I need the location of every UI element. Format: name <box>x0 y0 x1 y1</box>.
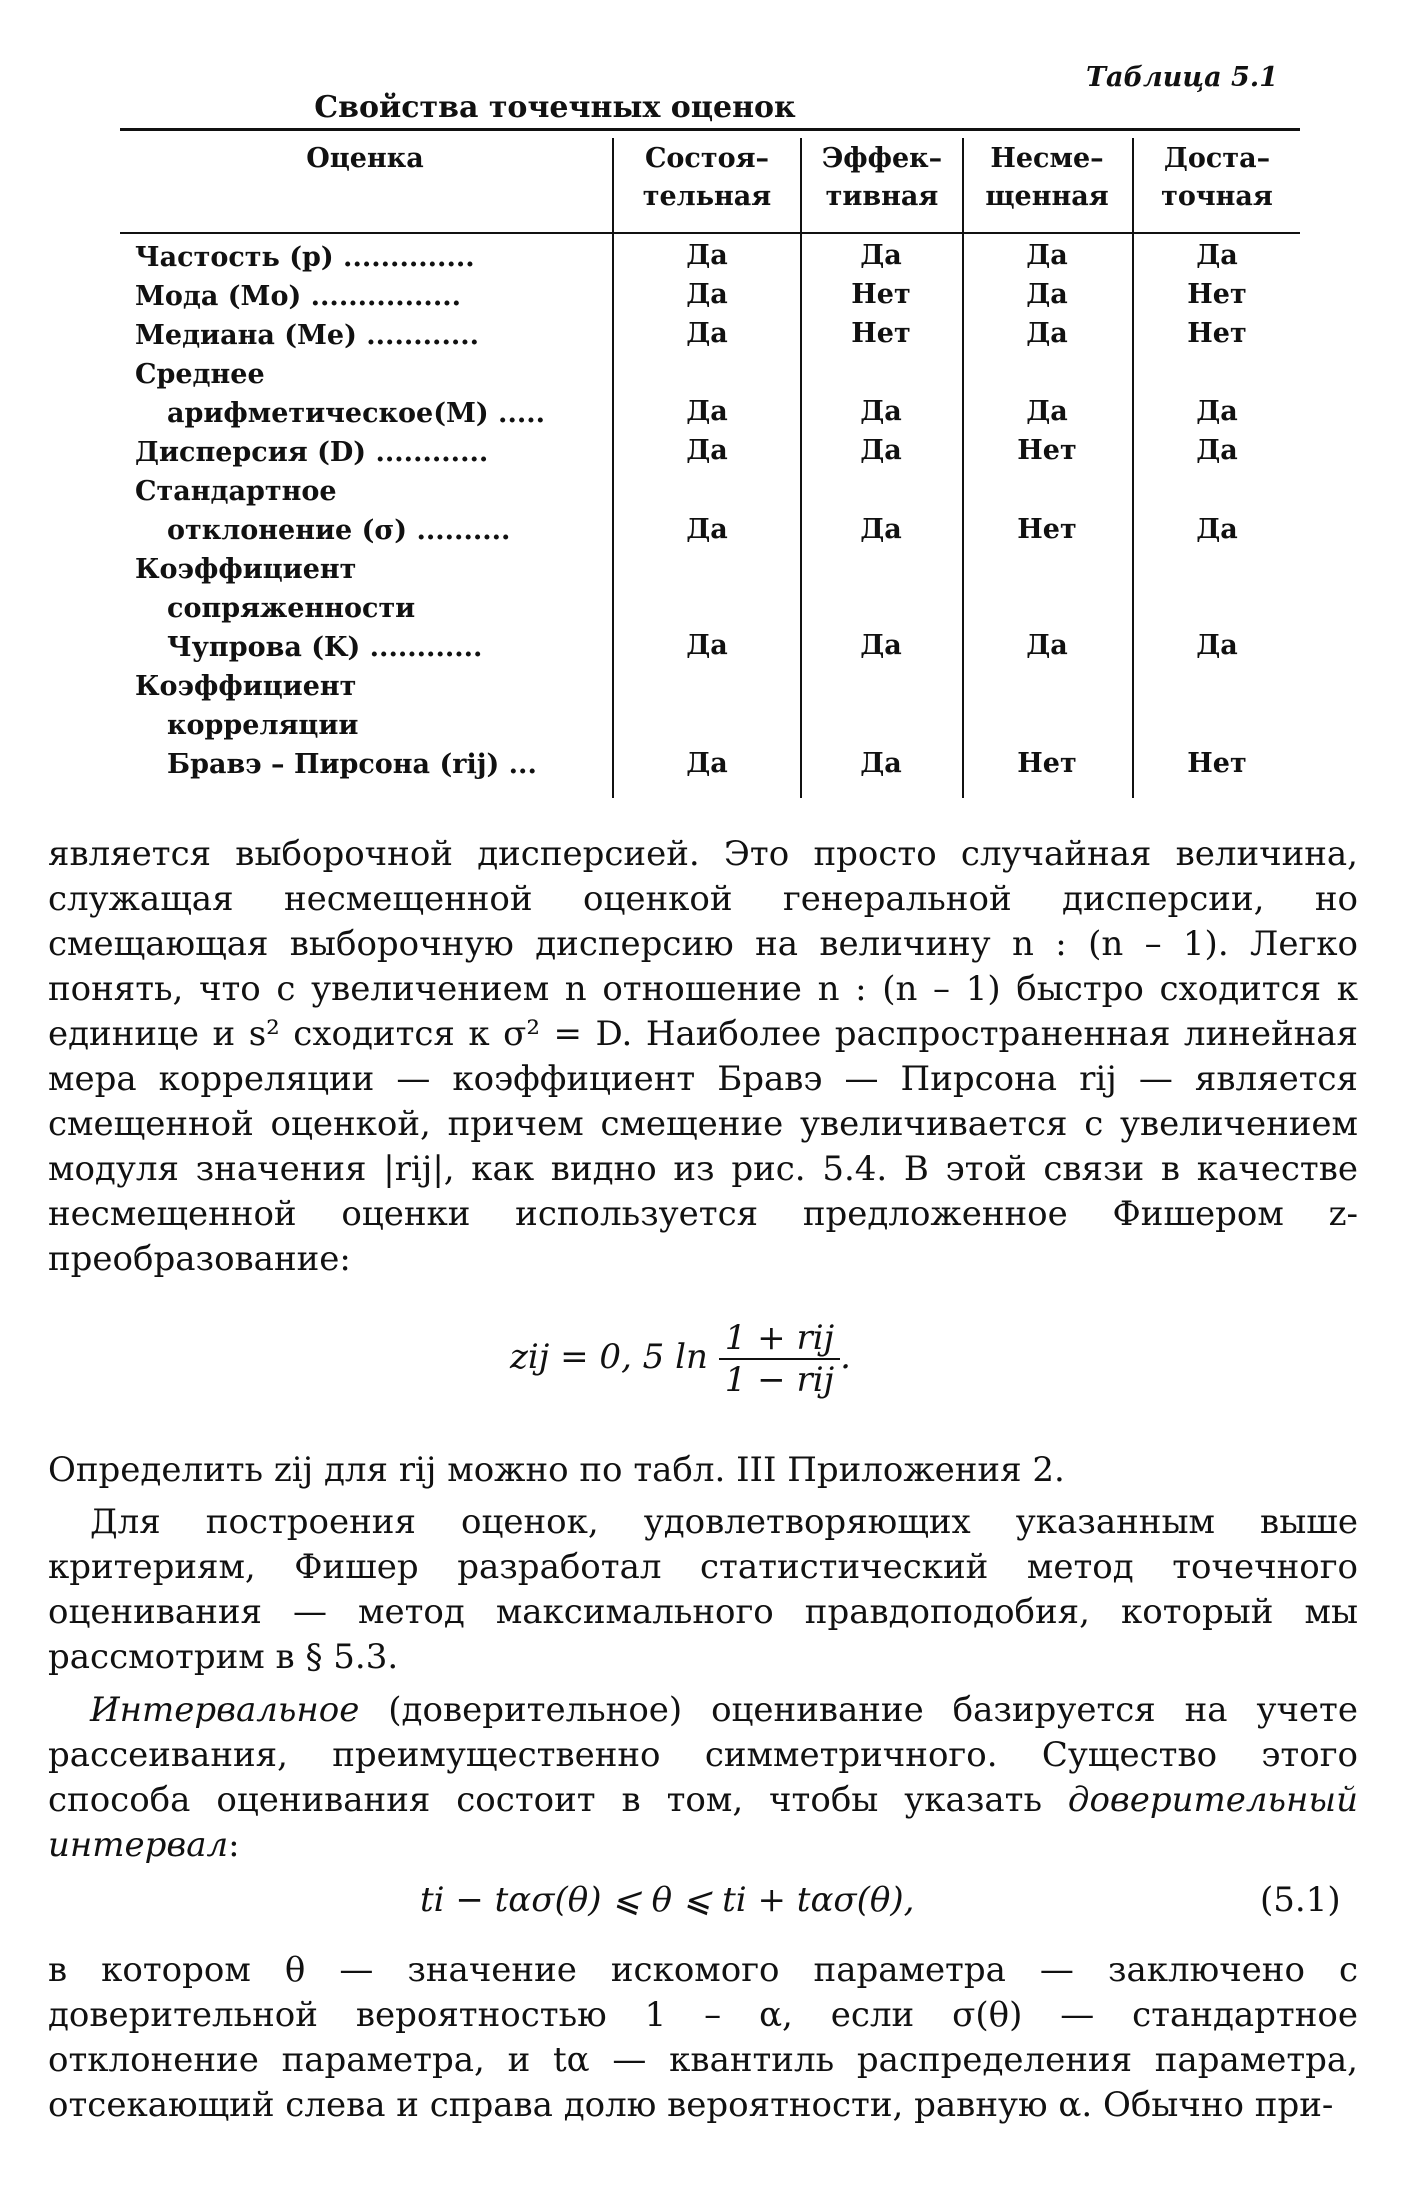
paragraph <box>48 1688 1358 1868</box>
cell-consistent: Да <box>686 396 728 427</box>
formula-fraction <box>719 1318 840 1400</box>
term-interval: Интервальное <box>90 1690 360 1730</box>
cell-sufficient: Нет <box>1187 279 1247 310</box>
row-estimate-line1: Стандартное <box>135 476 337 507</box>
row-estimate-label <box>135 355 545 433</box>
column-divider <box>962 138 964 798</box>
table-title: Свойства точечных оценок <box>314 90 796 125</box>
header-sufficient-line2: точная <box>1161 181 1273 212</box>
cell-unbiased: Нет <box>1017 748 1077 779</box>
formula-numerator: 1 + rij <box>719 1318 840 1360</box>
header-efficient <box>802 140 962 216</box>
row-estimate-label <box>135 667 537 784</box>
row-estimate-line1: Коэффициент <box>135 554 357 585</box>
row-estimate-label: Медиана (Me) ............ <box>135 320 480 351</box>
table-top-rule <box>120 128 1300 131</box>
cell-efficient: Нет <box>851 279 911 310</box>
formula-end: . <box>840 1337 851 1377</box>
cell-unbiased: Да <box>1026 318 1068 349</box>
cell-sufficient: Да <box>1196 435 1238 466</box>
cell-unbiased: Нет <box>1017 514 1077 545</box>
paragraph: Определить zij для rij можно по табл. III Приложения 2. <box>48 1450 1065 1490</box>
cell-sufficient: Да <box>1196 630 1238 661</box>
cell-consistent: Да <box>686 514 728 545</box>
row-estimate-line2: арифметическое(M) ..... <box>167 398 546 429</box>
header-sufficient <box>1132 140 1302 216</box>
row-estimate-line3: Бравэ – Пирсона (rij) ... <box>167 749 537 780</box>
cell-efficient: Да <box>860 240 902 271</box>
header-consistent-line2: тельная <box>642 181 772 212</box>
header-unbiased <box>962 140 1132 216</box>
cell-efficient: Да <box>860 435 902 466</box>
cell-unbiased: Да <box>1026 396 1068 427</box>
row-estimate-label: Мода (Mo) ................ <box>135 281 462 312</box>
cell-sufficient: Да <box>1196 396 1238 427</box>
paragraph: является выборочной дисперсией. Это просто случайная величина, служащая несмещенной оценкой генеральной дисперсии, но смещающая выборочную дисперсию на величину n : (n – 1). Легко понять, что с увеличением n отношение n : (n – 1) быстро сходится к единице и s² сходится к σ² = D. Наиболее распространенная линейная мера корреляции — коэффициент Бравэ — Пирсона rij — является смещенной оценкой, причем смещение увеличивается с увеличением модуля значения |rij|, как видно из рис. 5.4. В этой связи в качестве несмещенной оценки используется предложенное Фишером z-преобразование: <box>48 834 1358 1279</box>
header-consistent-line1: Состоя– <box>644 143 770 174</box>
row-estimate-label <box>135 550 482 667</box>
row-estimate-line1: Среднее <box>135 359 265 390</box>
column-divider <box>1132 138 1134 798</box>
row-estimate-line1: Коэффициент <box>135 671 357 702</box>
cell-unbiased: Да <box>1026 240 1068 271</box>
paragraph-end: : <box>228 1825 240 1865</box>
table-label: Таблица 5.1 <box>1085 62 1278 93</box>
header-unbiased-line1: Несме– <box>990 143 1104 174</box>
cell-efficient: Нет <box>851 318 911 349</box>
cell-sufficient: Нет <box>1187 748 1247 779</box>
cell-unbiased: Нет <box>1017 435 1077 466</box>
paragraph: Для построения оценок, удовлетворяющих указанным выше критериям, Фишер разработал статистический метод точечного оценивания — метод максимального правдоподобия, который мы рассмотрим в § 5.3. <box>48 1502 1358 1677</box>
cell-efficient: Да <box>860 514 902 545</box>
cell-efficient: Да <box>860 630 902 661</box>
paragraph: в котором θ — значение искомого параметра — заключено с доверительной вероятностью 1 – α, если σ(θ) — стандартное отклонение параметра, и tα — квантиль распределения параметра, отсекающий слева и справа долю вероятности, равную α. Обычно при- <box>48 1950 1358 2125</box>
cell-consistent: Да <box>686 435 728 466</box>
equation-5-1: ti − tασ(θ) ⩽ θ ⩽ ti + tασ(θ), <box>420 1880 915 1920</box>
row-estimate-label: Дисперсия (D) ............ <box>135 437 489 468</box>
equation-number: (5.1) <box>1260 1880 1341 1920</box>
column-divider <box>612 138 614 798</box>
formula-denominator: 1 − rij <box>724 1360 835 1400</box>
cell-unbiased: Да <box>1026 630 1068 661</box>
header-efficient-line2: тивная <box>825 181 939 212</box>
cell-consistent: Да <box>686 748 728 779</box>
header-estimate: Оценка <box>306 143 424 174</box>
cell-sufficient: Да <box>1196 240 1238 271</box>
table-header-rule <box>120 232 1300 234</box>
header-efficient-line1: Эффек– <box>821 143 943 174</box>
row-estimate-line2: отклонение (σ) .......... <box>167 515 511 546</box>
paragraph-text: (доверительное) оценивание базируется на учете рассеивания, преимущественно симметричного. Существо этого способа оценивания состоит в том, чтобы указать <box>48 1690 1358 1820</box>
row-estimate-label <box>135 472 510 550</box>
column-divider <box>800 138 802 798</box>
row-estimate-line2: корреляции <box>167 710 359 741</box>
header-unbiased-line2: щенная <box>985 181 1109 212</box>
header-consistent <box>612 140 802 216</box>
row-estimate-label: Частость (p) .............. <box>135 242 475 273</box>
cell-consistent: Да <box>686 279 728 310</box>
cell-consistent: Да <box>686 240 728 271</box>
header-sufficient-line1: Доста– <box>1163 143 1271 174</box>
fisher-formula <box>510 1318 851 1400</box>
cell-efficient: Да <box>860 748 902 779</box>
cell-sufficient: Да <box>1196 514 1238 545</box>
cell-consistent: Да <box>686 318 728 349</box>
term-confidence-interval: доверительный интервал <box>48 1780 1358 1865</box>
row-estimate-line3: Чупрова (K) ............ <box>167 632 483 663</box>
formula-lhs: zij = 0, 5 ln <box>510 1337 708 1377</box>
cell-efficient: Да <box>860 396 902 427</box>
row-estimate-line2: сопряженности <box>167 593 416 624</box>
cell-sufficient: Нет <box>1187 318 1247 349</box>
cell-consistent: Да <box>686 630 728 661</box>
cell-unbiased: Да <box>1026 279 1068 310</box>
